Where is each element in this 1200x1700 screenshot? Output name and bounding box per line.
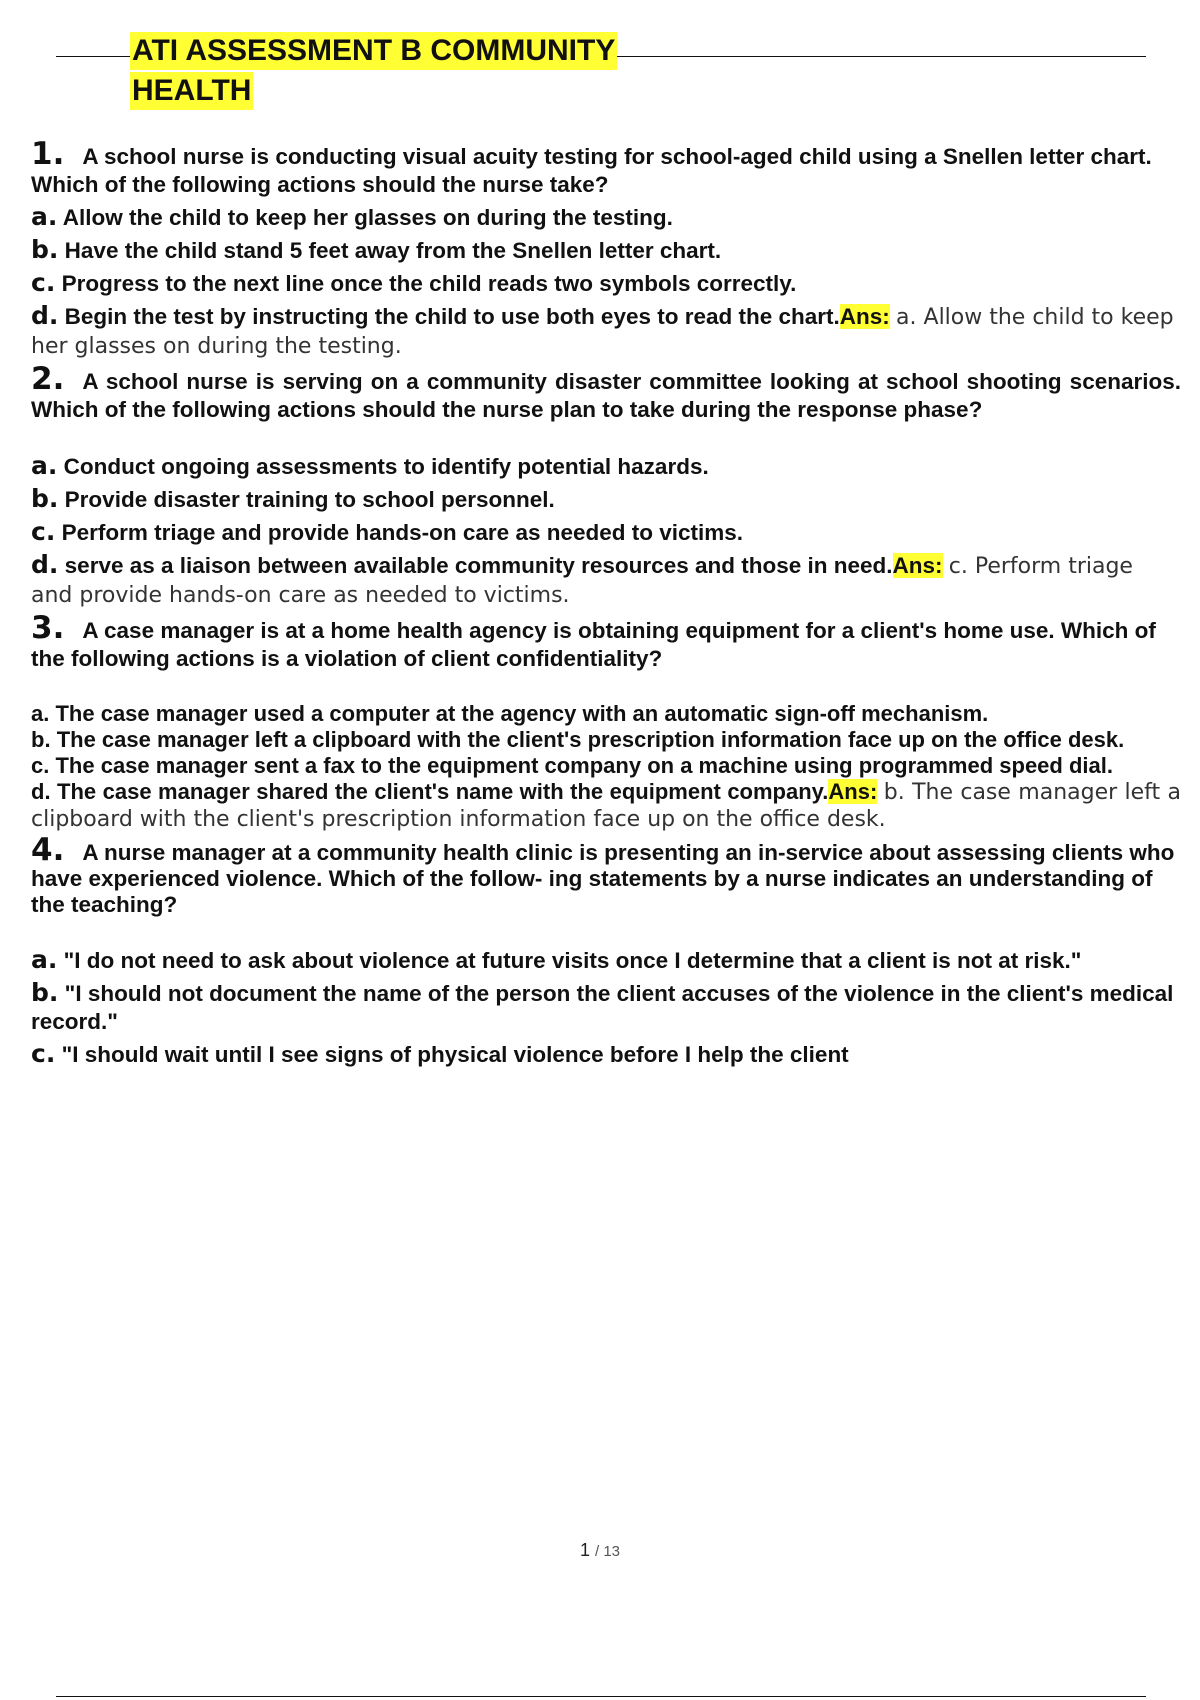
total-pages: / 13 — [595, 1543, 621, 1560]
page-number — [0, 1540, 1200, 1561]
question-number: 4. — [31, 832, 65, 868]
option-3d: d. The case manager shared the client's name with the equipment company.Ans: b. The case manager left a clipboard with the client's prescription information face up on the office desk. — [31, 779, 1181, 832]
option-2b: b. Provide disaster training to school personnel. — [31, 484, 555, 513]
option-3b: b. The case manager left a clipboard with the client's prescription information face up on the office desk. — [31, 727, 1125, 752]
answer-label: Ans: — [839, 304, 890, 329]
answer-text: c. Perform triage and provide hands-on care as needed to victims. — [31, 554, 1133, 608]
footer-rule — [56, 1696, 1146, 1697]
title-line-2: HEALTH — [130, 72, 253, 110]
answer-label: Ans: — [828, 779, 878, 804]
option-4b: b. "I should not document the name of the person the client accuses of the violence in the client's medical record." — [31, 978, 1174, 1034]
document-title — [56, 32, 1146, 110]
question-2 — [31, 361, 1181, 424]
current-page: 1 — [579, 1540, 590, 1560]
question-1 — [31, 136, 1181, 199]
question-number: 3. — [31, 610, 65, 646]
option-2d: d. serve as a liaison between available community resources and those in need.Ans: c. Perform triage and provide hands-on care as needed to victims. — [31, 550, 1133, 608]
question-3 — [31, 610, 1181, 673]
option-2c: c. Perform triage and provide hands-on care as needed to victims. — [31, 517, 744, 546]
option-1b: b. Have the child stand 5 feet away from the Snellen letter chart. — [31, 235, 722, 264]
title-line-1: ATI ASSESSMENT B COMMUNITY — [130, 32, 617, 70]
document-body — [31, 136, 1181, 1069]
option-1c: c. Progress to the next line once the child reads two symbols correctly. — [31, 268, 797, 297]
option-1d: d. Begin the test by instructing the child to use both eyes to read the chart.Ans: a. Allow the child to keep her glasses on during the testing. — [31, 301, 1174, 359]
question-text: A school nurse is conducting visual acuity testing for school-aged child using a Snellen letter chart. Which of the following actions should the nurse take? — [31, 144, 1152, 197]
answer-text: b. The case manager left a clipboard with the client's prescription information face up on the office desk. — [31, 780, 1181, 832]
question-4 — [31, 832, 1181, 918]
answer-text: a. Allow the child to keep her glasses on during the testing. — [31, 305, 1174, 359]
answer-label: Ans: — [892, 553, 943, 578]
question-number: 1. — [31, 136, 65, 172]
option-3a: a. The case manager used a computer at the agency with an automatic sign-off mechanism. — [31, 701, 989, 726]
option-3c: c. The case manager sent a fax to the equipment company on a machine using programmed speed dial. — [31, 753, 1113, 778]
question-text: A nurse manager at a community health clinic is presenting an in-service about assessing clients who have experienced violence. Which of the follow- ing statements by a nurse indicates an understanding of the teaching? — [31, 840, 1175, 917]
question-number: 2. — [31, 361, 65, 397]
question-text: A school nurse is serving on a community disaster committee looking at school shooting scenarios. Which of the following actions should the nurse plan to take during the response phase? — [31, 369, 1181, 422]
question-text: A case manager is at a home health agency is obtaining equipment for a client's home use. Which of the following actions is a violation of client confidentiality? — [31, 618, 1156, 671]
option-2a: a. Conduct ongoing assessments to identify potential hazards. — [31, 451, 709, 480]
option-4c: c. "I should wait until I see signs of physical violence before I help the client — [31, 1039, 849, 1068]
option-4a: a. "I do not need to ask about violence at future visits once I determine that a client is not at risk." — [31, 945, 1082, 974]
option-1a: a. Allow the child to keep her glasses on during the testing. — [31, 202, 673, 231]
